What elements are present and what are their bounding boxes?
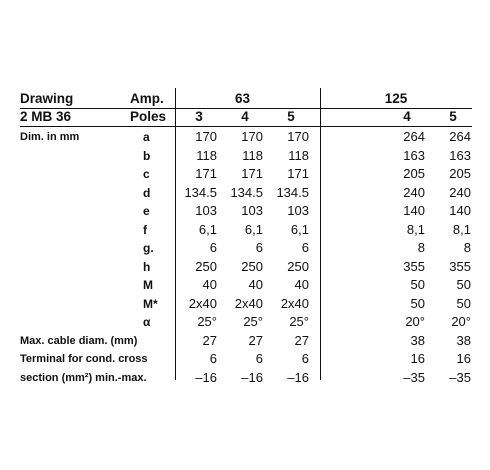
cell-value: 250: [241, 258, 263, 274]
cell-value: 355: [403, 258, 425, 274]
footer-cell-value: –16: [287, 369, 309, 385]
cell-value: 134.5: [184, 184, 217, 200]
cell-value: 163: [403, 147, 425, 163]
footer-label: section (mm²) min.-max.: [20, 371, 147, 384]
cell-value: 171: [241, 166, 263, 181]
cell-value: 134.5: [230, 184, 263, 200]
cell-value: 264: [449, 129, 471, 144]
footer-cell-value: 16: [456, 351, 471, 366]
cell-value: 50: [410, 295, 425, 311]
cell-value: 25°: [197, 314, 217, 329]
cell-value: 205: [449, 166, 471, 181]
footer-cell-value: 27: [294, 332, 309, 348]
cell-value: 170: [195, 129, 217, 144]
cell-value: 134.5: [276, 184, 309, 200]
dim-label: Dim. in mm: [20, 131, 80, 143]
cell-value: 8,1: [406, 221, 425, 237]
cell-value: 118: [196, 147, 217, 163]
cell-value: 20°: [405, 314, 425, 329]
cell-value: 171: [195, 166, 217, 181]
cell-value: 40: [248, 277, 263, 292]
footer-label: Max. cable diam. (mm): [20, 334, 138, 347]
cell-value: 8: [417, 240, 425, 255]
footer-cell-value: 38: [456, 332, 471, 348]
poles-col-5: 5: [449, 109, 457, 124]
cell-value: 240: [403, 184, 425, 200]
amp-label: Amp.: [130, 91, 164, 106]
footer-cell-value: 6: [255, 351, 263, 366]
cell-value: 118: [288, 147, 309, 163]
row-symbol: f: [143, 222, 147, 237]
footer-cell-value: 16: [410, 351, 425, 366]
row-symbol: a: [143, 130, 150, 144]
cell-value: 140: [403, 203, 425, 218]
poles-label: Poles: [130, 109, 167, 124]
amp-63-heading: 63: [234, 91, 251, 106]
cell-value: 2x40: [188, 295, 217, 311]
drawing-label: Drawing: [20, 91, 74, 106]
row-symbol: e: [143, 204, 150, 218]
cell-value: 20°: [451, 314, 471, 329]
cell-value: 355: [449, 258, 471, 274]
footer-cell-value: –35: [403, 369, 425, 385]
cell-value: 140: [449, 203, 471, 218]
cell-value: 103: [287, 203, 309, 218]
footer-cell-value: –35: [449, 369, 471, 385]
cell-value: 40: [202, 277, 217, 292]
cell-value: 6,1: [290, 221, 309, 237]
cell-value: 163: [449, 147, 471, 163]
poles-col-4: 4: [403, 109, 411, 124]
cell-value: 103: [241, 203, 263, 218]
cell-value: 171: [287, 166, 309, 181]
row-symbol: g.: [143, 241, 154, 255]
row-symbol: h: [143, 259, 151, 274]
cell-value: 118: [242, 147, 263, 163]
footer-label: Terminal for cond. cross: [20, 353, 148, 365]
spec-table: [20, 88, 472, 385]
header-bottom-rule: [20, 126, 472, 127]
cell-value: 6,1: [244, 221, 263, 237]
footer-cell-value: 6: [209, 351, 217, 366]
cell-value: 25°: [289, 314, 309, 329]
cell-value: 170: [241, 129, 263, 144]
cell-value: 250: [287, 258, 309, 274]
cell-value: 8,1: [452, 221, 471, 237]
cell-value: 8: [463, 240, 471, 255]
cell-value: 25°: [243, 314, 263, 329]
footer-cell-value: 6: [301, 351, 309, 366]
row-symbol: b: [143, 148, 151, 163]
row-symbol: d: [143, 185, 151, 200]
row-symbol: M: [143, 278, 153, 292]
cell-value: 6: [301, 240, 309, 255]
cell-value: 205: [403, 166, 425, 181]
footer-cell-value: –16: [195, 369, 217, 385]
row-symbol: c: [143, 167, 150, 181]
cell-value: 6: [255, 240, 263, 255]
cell-value: 6,1: [198, 221, 217, 237]
cell-value: 264: [403, 129, 425, 144]
poles-col-1: 3: [195, 109, 203, 124]
cell-value: 50: [456, 277, 471, 292]
row-symbol: M*: [143, 296, 158, 311]
cell-value: 6: [209, 240, 217, 255]
footer-cell-value: 27: [202, 332, 217, 348]
poles-col-3: 5: [287, 109, 295, 124]
cell-value: 50: [410, 277, 425, 292]
poles-col-2: 4: [241, 109, 249, 124]
footer-cell-value: 38: [410, 332, 425, 348]
drawing-code: 2 MB 36: [20, 109, 72, 124]
footer-cell-value: 27: [248, 332, 263, 348]
cell-value: 50: [456, 295, 471, 311]
cell-value: 40: [294, 277, 309, 292]
cell-value: 250: [195, 258, 217, 274]
header-rule: [20, 108, 472, 109]
row-symbol: α: [143, 315, 151, 329]
cell-value: 2x40: [280, 295, 309, 311]
column-divider-right: [320, 88, 321, 380]
footer-cell-value: –16: [241, 369, 263, 385]
cell-value: 170: [287, 129, 309, 144]
cell-value: 103: [195, 203, 217, 218]
cell-value: 2x40: [234, 295, 263, 311]
amp-125-heading: 125: [384, 91, 408, 106]
cell-value: 240: [449, 184, 471, 200]
